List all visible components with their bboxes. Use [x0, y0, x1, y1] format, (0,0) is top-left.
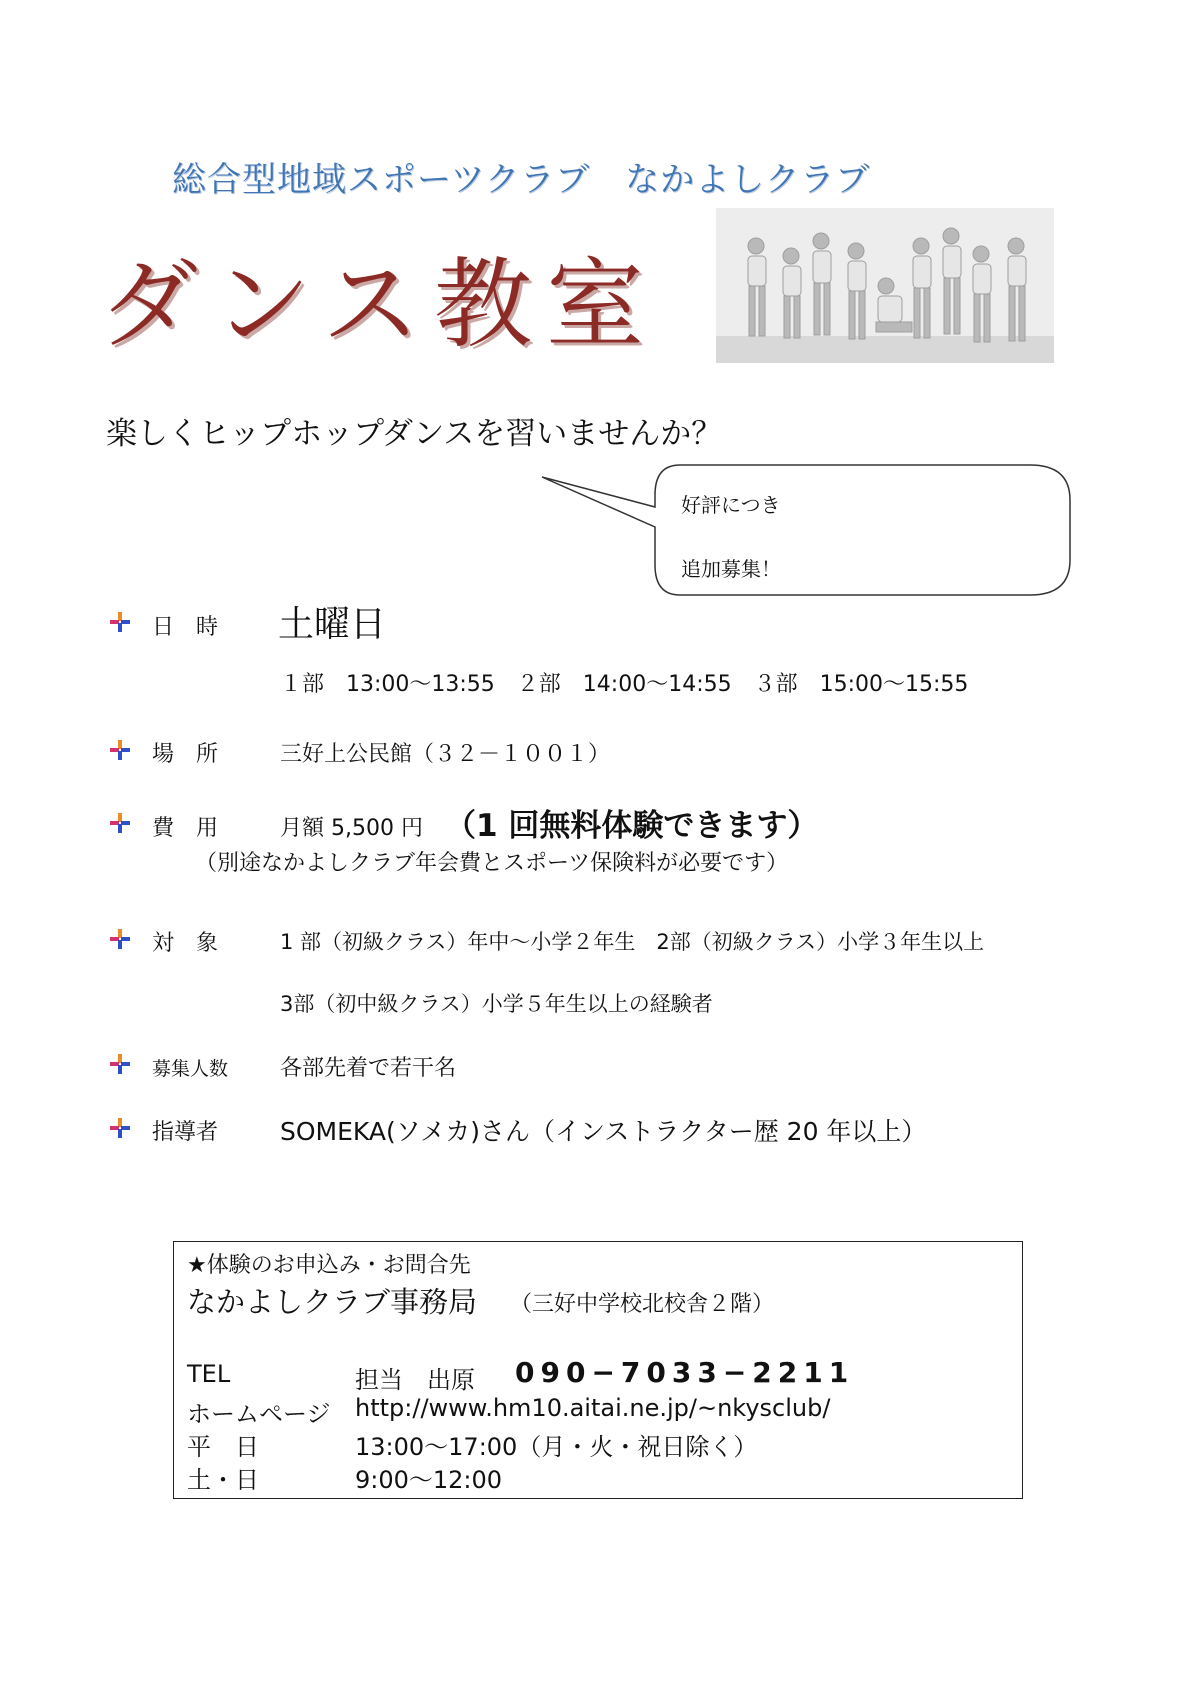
- datetime-label: 日 時: [152, 615, 219, 640]
- lead-question: 楽しくヒップホップダンスを習いませんか？: [106, 416, 723, 452]
- homepage-label: ホームページ: [187, 1400, 331, 1428]
- bullet-icon: [110, 813, 130, 833]
- datetime-sessions: １部 13:00～13:55 ２部 14:00～14:55 ３部 15:00～15:55: [280, 672, 969, 697]
- weekday-hours: 13:00～17:00（月・火・祝日除く）: [355, 1433, 758, 1461]
- capacity-value: 各部先着で若干名: [280, 1056, 457, 1081]
- tel-person: 担当 出原: [355, 1366, 475, 1394]
- target-line-1: 1 部（初級クラス）年中～小学２年生 2部（初級クラス）小学３年生以上: [280, 930, 985, 954]
- bubble-line-1: 好評につき: [681, 493, 781, 517]
- bullet-icon: [110, 740, 130, 760]
- bullet-icon: [110, 612, 130, 632]
- instructor-value: SOMEKA(ソメカ)さん（インストラクター歴 20 年以上）: [280, 1117, 927, 1146]
- tel-number[interactable]: 090−7033−2211: [515, 1356, 855, 1389]
- bubble-line-2: 追加募集！: [681, 557, 781, 581]
- page-title: ダンス教室: [100, 248, 659, 362]
- fee-value: 月額 5,500 円: [280, 816, 423, 841]
- bullet-icon: [110, 1118, 130, 1138]
- target-label: 対 象: [152, 931, 219, 956]
- fee-label: 費 用: [152, 816, 219, 841]
- homepage-link[interactable]: http://www.hm10.aitai.ne.jp/~nkysclub/: [355, 1394, 831, 1422]
- contact-heading: ★体験のお申込み・お問合先: [187, 1253, 471, 1278]
- weekday-label: 平 日: [187, 1433, 259, 1461]
- datetime-day: 土曜日: [278, 604, 387, 645]
- tel-label: TEL: [187, 1360, 231, 1388]
- instructor-label: 指導者: [152, 1120, 219, 1145]
- weekend-label: 土・日: [187, 1466, 259, 1494]
- dancers-photo: [716, 208, 1054, 363]
- speech-bubble: [530, 455, 1080, 605]
- target-line-2: 3部（初中級クラス）小学５年生以上の経験者: [280, 992, 713, 1016]
- fee-note: （別途なかよしクラブ年会費とスポーツ保険料が必要です）: [195, 851, 789, 876]
- place-label: 場 所: [152, 742, 219, 767]
- fee-free-trial: （1 回無料体験できます）: [445, 808, 819, 844]
- weekend-hours: 9:00～12:00: [355, 1466, 503, 1494]
- contact-office-note: （三好中学校北校舎２階）: [510, 1292, 775, 1317]
- capacity-label: 募集人数: [152, 1058, 229, 1080]
- bullet-icon: [110, 1054, 130, 1074]
- contact-office: なかよしクラブ事務局: [187, 1285, 478, 1319]
- club-subtitle: 総合型地域スポーツクラブ なかよしクラブ: [172, 160, 871, 200]
- place-value: 三好上公民館（３２－１００１）: [280, 742, 611, 767]
- bullet-icon: [110, 929, 130, 949]
